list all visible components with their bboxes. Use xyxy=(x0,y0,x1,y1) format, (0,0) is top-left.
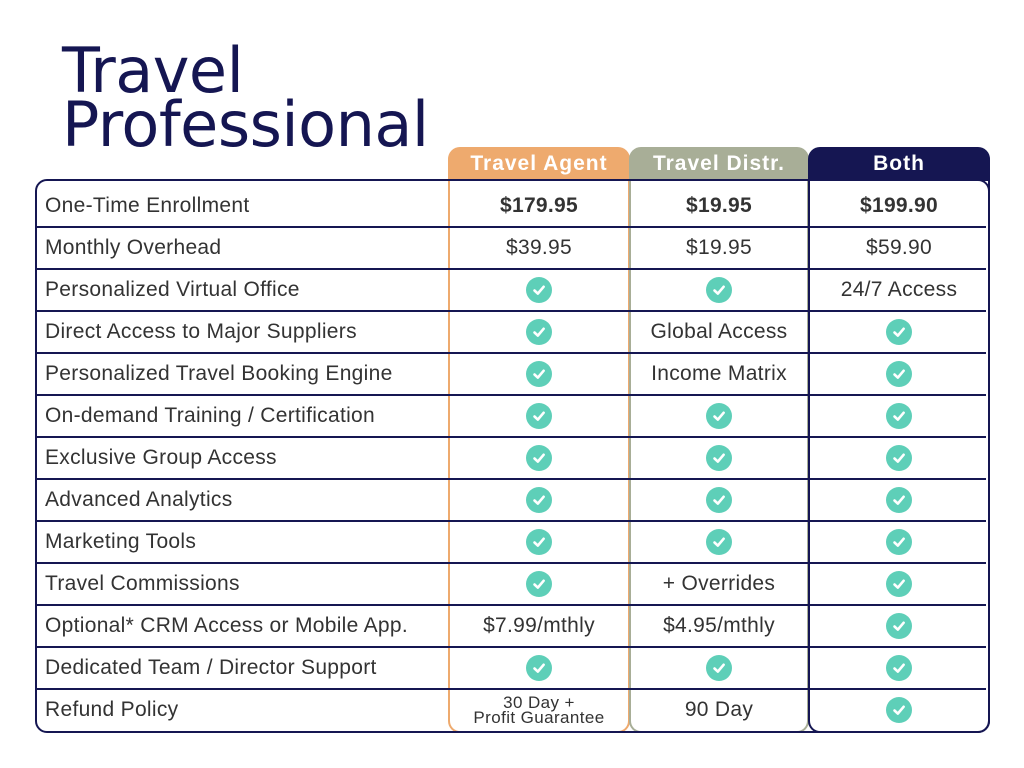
distr-included-cell xyxy=(629,522,809,562)
both-value-cell: $59.90 xyxy=(865,236,933,259)
check-icon xyxy=(886,403,912,429)
table-row xyxy=(37,564,986,606)
check-icon xyxy=(886,655,912,681)
row-label: On-demand Training / Certification xyxy=(45,404,376,427)
table-row xyxy=(37,228,986,270)
check-icon xyxy=(706,487,732,513)
both-value-cell: $199.90 xyxy=(859,194,938,217)
check-icon xyxy=(706,445,732,471)
both-included-cell xyxy=(808,564,990,604)
title-line-1: Travel xyxy=(62,34,244,107)
row-label: Monthly Overhead xyxy=(45,236,222,259)
row-label: Travel Commissions xyxy=(45,572,240,595)
table-row xyxy=(37,690,986,732)
check-icon xyxy=(526,487,552,513)
check-icon xyxy=(526,655,552,681)
distr-value-cell: $19.95 xyxy=(685,236,753,259)
table-row xyxy=(37,648,986,690)
row-label: Optional* CRM Access or Mobile App. xyxy=(45,614,408,637)
table-row xyxy=(37,606,986,648)
row-label: Exclusive Group Access xyxy=(45,446,277,469)
distr-value-cell: + Overrides xyxy=(662,572,776,595)
title-line-2: Professional xyxy=(62,88,429,161)
check-icon xyxy=(886,361,912,387)
distr-value-cell: $19.95 xyxy=(685,194,753,217)
agent-included-cell xyxy=(448,480,630,520)
check-icon xyxy=(706,529,732,555)
row-label: Marketing Tools xyxy=(45,530,197,553)
both-included-cell xyxy=(808,438,990,478)
check-icon xyxy=(886,613,912,639)
check-icon xyxy=(886,529,912,555)
table-row xyxy=(37,522,986,564)
both-included-cell xyxy=(808,396,990,436)
check-icon xyxy=(706,655,732,681)
check-icon xyxy=(526,529,552,555)
row-label: One-Time Enrollment xyxy=(45,194,250,217)
check-icon xyxy=(526,571,552,597)
distr-value-cell: 90 Day xyxy=(684,698,754,721)
distr-included-cell xyxy=(629,480,809,520)
check-icon xyxy=(526,319,552,345)
both-included-cell xyxy=(808,480,990,520)
travel-agent-header: Travel Agent xyxy=(448,147,630,181)
agent-included-cell xyxy=(448,438,630,478)
table-row xyxy=(37,480,986,522)
agent-included-cell xyxy=(448,270,630,310)
check-icon xyxy=(526,277,552,303)
distr-value-cell: $4.95/mthly xyxy=(663,614,775,637)
agent-value-cell: $39.95 xyxy=(505,236,573,259)
agent-included-cell xyxy=(448,648,630,688)
check-icon xyxy=(886,571,912,597)
distr-included-cell xyxy=(629,396,809,436)
page-title xyxy=(62,34,429,161)
distr-included-cell xyxy=(629,438,809,478)
both-value-cell: 24/7 Access xyxy=(840,278,958,301)
both-included-cell xyxy=(808,354,990,394)
agent-value-cell: $7.99/mthly xyxy=(483,614,595,637)
table-row xyxy=(37,438,986,480)
both-included-cell xyxy=(808,522,990,562)
both-included-cell xyxy=(808,606,990,646)
row-label: Direct Access to Major Suppliers xyxy=(45,320,357,343)
check-icon xyxy=(886,697,912,723)
check-icon xyxy=(706,403,732,429)
travel-distr-header: Travel Distr. xyxy=(629,147,809,181)
check-icon xyxy=(706,277,732,303)
row-label: Advanced Analytics xyxy=(45,488,233,511)
both-header: Both xyxy=(808,147,990,181)
check-icon xyxy=(886,445,912,471)
agent-included-cell xyxy=(448,312,630,352)
agent-included-cell xyxy=(448,396,630,436)
distr-value-cell: Income Matrix xyxy=(651,362,787,385)
agent-included-cell xyxy=(448,564,630,604)
agent-value-cell: $179.95 xyxy=(499,194,578,217)
check-icon xyxy=(886,319,912,345)
row-label: Dedicated Team / Director Support xyxy=(45,656,377,679)
table-row xyxy=(37,312,986,354)
agent-included-cell xyxy=(448,354,630,394)
check-icon xyxy=(886,487,912,513)
check-icon xyxy=(526,445,552,471)
agent-value-cell: 30 Day + Profit Guarantee xyxy=(473,693,605,727)
row-label: Refund Policy xyxy=(45,698,179,721)
table-row xyxy=(37,270,986,312)
distr-included-cell xyxy=(629,648,809,688)
distr-value-cell: Global Access xyxy=(650,320,788,343)
distr-included-cell xyxy=(629,270,809,310)
row-label: Personalized Virtual Office xyxy=(45,278,300,301)
both-included-cell xyxy=(808,690,990,730)
table-row xyxy=(37,354,986,396)
both-included-cell xyxy=(808,648,990,688)
check-icon xyxy=(526,361,552,387)
table-row xyxy=(37,186,986,228)
agent-included-cell xyxy=(448,522,630,562)
check-icon xyxy=(526,403,552,429)
both-included-cell xyxy=(808,312,990,352)
table-row xyxy=(37,396,986,438)
row-label: Personalized Travel Booking Engine xyxy=(45,362,393,385)
